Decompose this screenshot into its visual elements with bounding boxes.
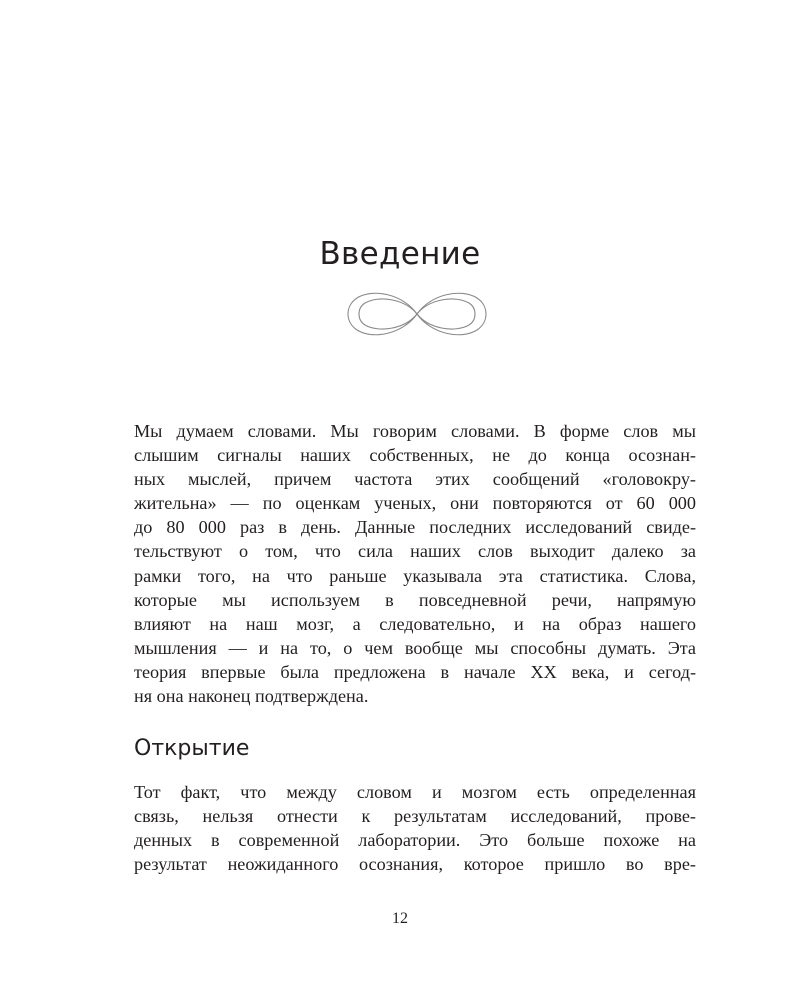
- intro-paragraph: [134, 419, 696, 708]
- text-line: слышим сигналы наших собственных, не до конца осознан-: [134, 445, 696, 466]
- text-line: Мы думаем словами. Мы говорим словами. В форме слов мы: [134, 421, 696, 441]
- text-line: влияют на наш мозг, а следовательно, и на образ нашего: [134, 613, 696, 634]
- infinity-ornament-icon: [343, 284, 491, 344]
- text-line: тельствуют о том, что сила наших слов выходит далеко за: [134, 541, 696, 562]
- text-line: которые мы используем в повседневной речи, напрямую: [134, 589, 696, 610]
- text-line: теория впервые была предложена в начале XX века, и сегод-: [134, 661, 696, 682]
- chapter-title: Введение: [319, 236, 481, 272]
- section-title: Открытие: [134, 736, 250, 761]
- text-line: рамки того, на что раньше указывала эта статистика. Слова,: [134, 565, 696, 586]
- text-line: жительна» — по оценкам ученых, они повторяются от 60 000: [134, 493, 696, 514]
- text-line: ных мыслей, причем частота этих сообщений «головокру-: [134, 469, 696, 490]
- text-line: результат неожиданного осознания, которое пришло во вре-: [134, 854, 696, 875]
- discovery-paragraph: [134, 780, 696, 876]
- text-line: денных в современной лаборатории. Это больше похоже на: [134, 830, 696, 851]
- text-line: ня она наконец подтверждена.: [134, 686, 369, 707]
- text-line: Тот факт, что между словом и мозгом есть определенная: [134, 782, 696, 802]
- text-line: связь, нельзя отнести к результатам исследований, прове-: [134, 806, 696, 827]
- page-number: 12: [392, 910, 408, 927]
- text-line: до 80 000 раз в день. Данные последних исследований свиде-: [134, 517, 696, 538]
- text-line: мышления — и на то, о чем вообще мы способны думать. Эта: [134, 637, 696, 658]
